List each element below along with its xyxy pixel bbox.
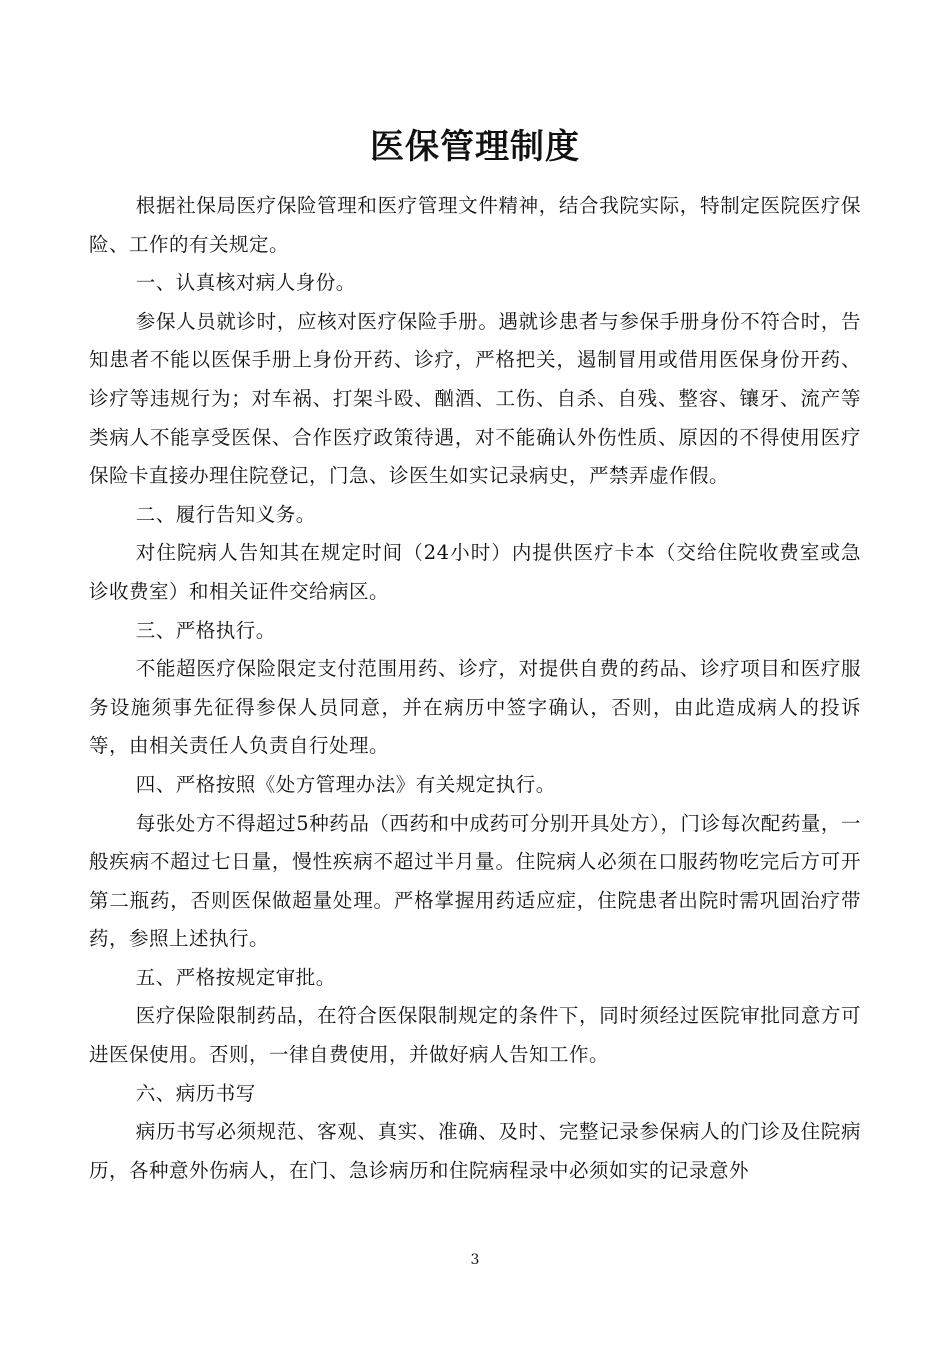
section-heading-6: 六、病历书写 — [135, 1081, 256, 1105]
section-paragraph-4: 每张处方不得超过5种药品（西药和中成药可分别开具处方），门诊每次配药量，一般疾病不超过七日量，慢性疾病不超过半月量。住院病人必须在口服药物吃完后方可开第二瓶药，否则医保做超量处理。严格掌握用药适应症，住院患者出院时需巩固治疗带药，参照上述执行。 — [89, 811, 861, 951]
section-heading-5: 五、严格按规定审批。 — [135, 965, 336, 989]
document-title: 医保管理制度 — [370, 127, 580, 167]
section-heading-1: 一、认真核对病人身份。 — [135, 271, 356, 295]
section-heading-4: 四、严格按照《处方管理办法》有关规定执行。 — [135, 772, 556, 796]
section-paragraph-1: 参保人员就诊时，应核对医疗保险手册。遇就诊患者与参保手册身份不符合时，告知患者不能以医保手册上身份开药、诊疗，严格把关，遏制冒用或借用医保身份开药、诊疗等违规行为；对车祸、打架斗殴、酗酒、工伤、自杀、自残、整容、镶牙、流产等类病人不能享受医保、合作医疗政策待遇，对不能确认外伤性质、原因的不得使用医疗保险卡直接办理住院登记，门急、诊医生如实记录病史，严禁弄虚作假。 — [89, 309, 861, 488]
intro-paragraph: 根据社保局医疗保险管理和医疗管理文件精神，结合我院实际，特制定医院医疗保险、工作的有关规定。 — [89, 194, 861, 256]
section-paragraph-6: 病历书写必须规范、客观、真实、准确、及时、完整记录参保病人的门诊及住院病历，各种意外伤病人，在门、急诊病历和住院病程录中必须如实的记录意外 — [89, 1120, 861, 1182]
section-heading-2: 二、履行告知义务。 — [135, 502, 316, 526]
section-paragraph-3: 不能超医疗保险限定支付范围用药、诊疗，对提供自费的药品、诊疗项目和医疗服务设施须事先征得参保人员同意，并在病历中签字确认，否则，由此造成病人的投诉等，由相关责任人负责自行处理。 — [89, 657, 861, 758]
section-paragraph-2: 对住院病人告知其在规定时间（24小时）内提供医疗卡本（交给住院收费室或急诊收费室）和相关证件交给病区。 — [89, 541, 861, 603]
page-number: 3 — [470, 1252, 480, 1268]
document-body — [89, 187, 861, 1190]
section-heading-3: 三、严格执行。 — [135, 618, 276, 642]
section-paragraph-5: 医疗保险限制药品，在符合医保限制规定的条件下，同时须经过医院审批同意方可进医保使用。否则，一律自费使用，并做好病人告知工作。 — [89, 1004, 861, 1067]
